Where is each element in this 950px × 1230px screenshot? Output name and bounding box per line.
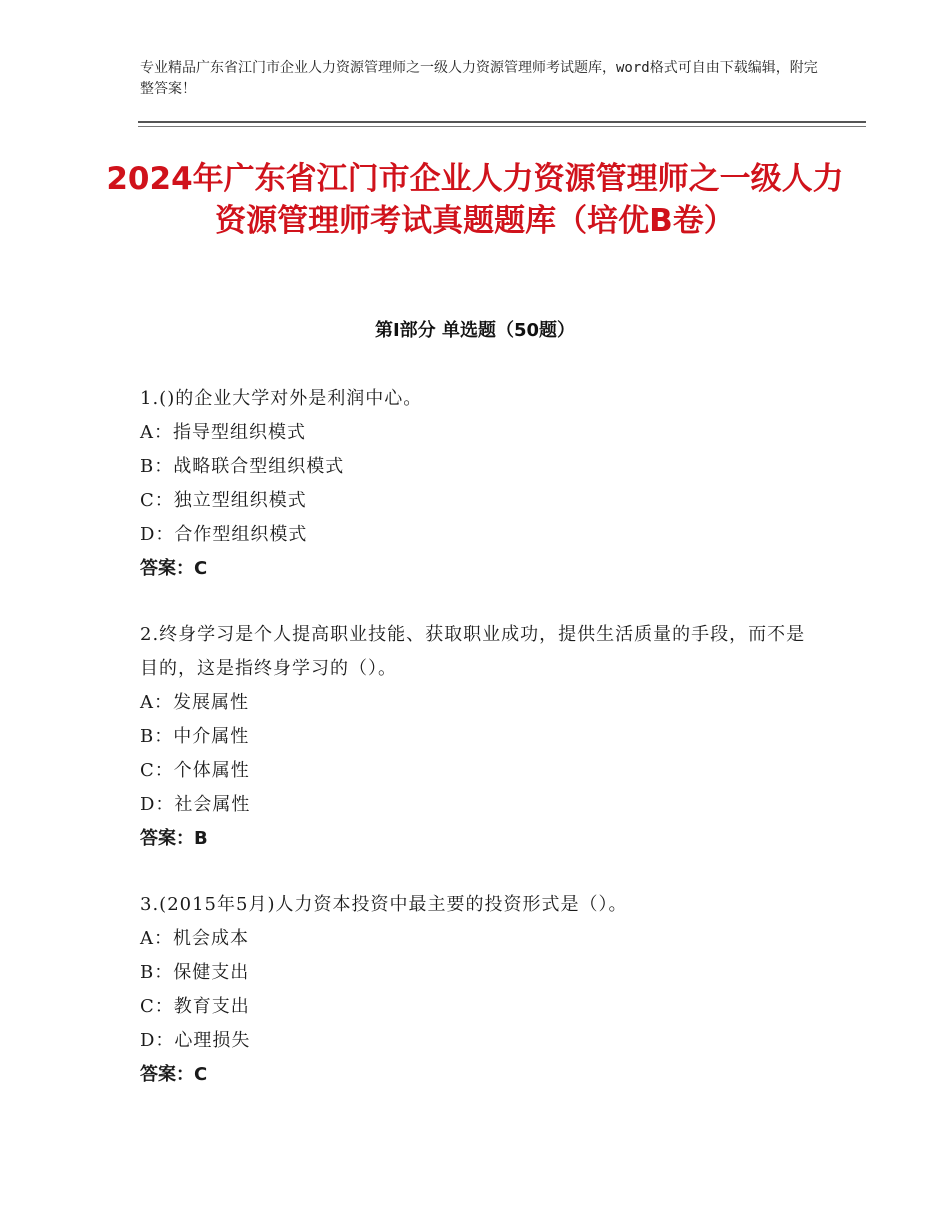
option-a: A：机会成本 (140, 928, 249, 949)
answer-line: 答案：C (140, 1064, 208, 1085)
option-a: A：指导型组织模式 (140, 422, 306, 443)
option-a: A：发展属性 (140, 692, 249, 713)
question-1 (140, 382, 820, 586)
option-b: B：保健支出 (140, 962, 250, 983)
option-d: D：合作型组织模式 (140, 524, 308, 545)
option-b: B：中介属性 (140, 726, 250, 747)
question-stem: 1.()的企业大学对外是利润中心。 (140, 388, 423, 409)
header-divider-thin (138, 126, 866, 127)
document-title: 2024年广东省江门市企业人力资源管理师之一级人力资源管理师考试真题题库（培优B卷） (106, 161, 844, 239)
option-d: D：社会属性 (140, 794, 251, 815)
option-c: C：个体属性 (140, 760, 250, 781)
header-divider-thick (138, 121, 866, 123)
question-list (140, 382, 820, 1124)
answer-line: 答案：B (140, 828, 208, 849)
answer-line: 答案：C (140, 558, 208, 579)
question-2 (140, 618, 820, 856)
header-note: 专业精品广东省江门市企业人力资源管理师之一级人力资源管理师考试题库，word格式可自由下载编辑，附完整答案！ (140, 60, 818, 97)
question-stem: 3.(2015年5月)人力资本投资中最主要的投资形式是（）。 (140, 894, 628, 915)
option-b: B：战略联合型组织模式 (140, 456, 345, 477)
option-c: C：独立型组织模式 (140, 490, 307, 511)
question-stem: 2.终身学习是个人提高职业技能、获取职业成功，提供生活质量的手段，而不是目的，这是指终身学习的（）。 (140, 624, 806, 679)
option-d: D：心理损失 (140, 1030, 251, 1051)
question-3 (140, 888, 820, 1092)
section-title: 第Ⅰ部分 单选题（50题） (374, 320, 575, 341)
option-c: C：教育支出 (140, 996, 250, 1017)
